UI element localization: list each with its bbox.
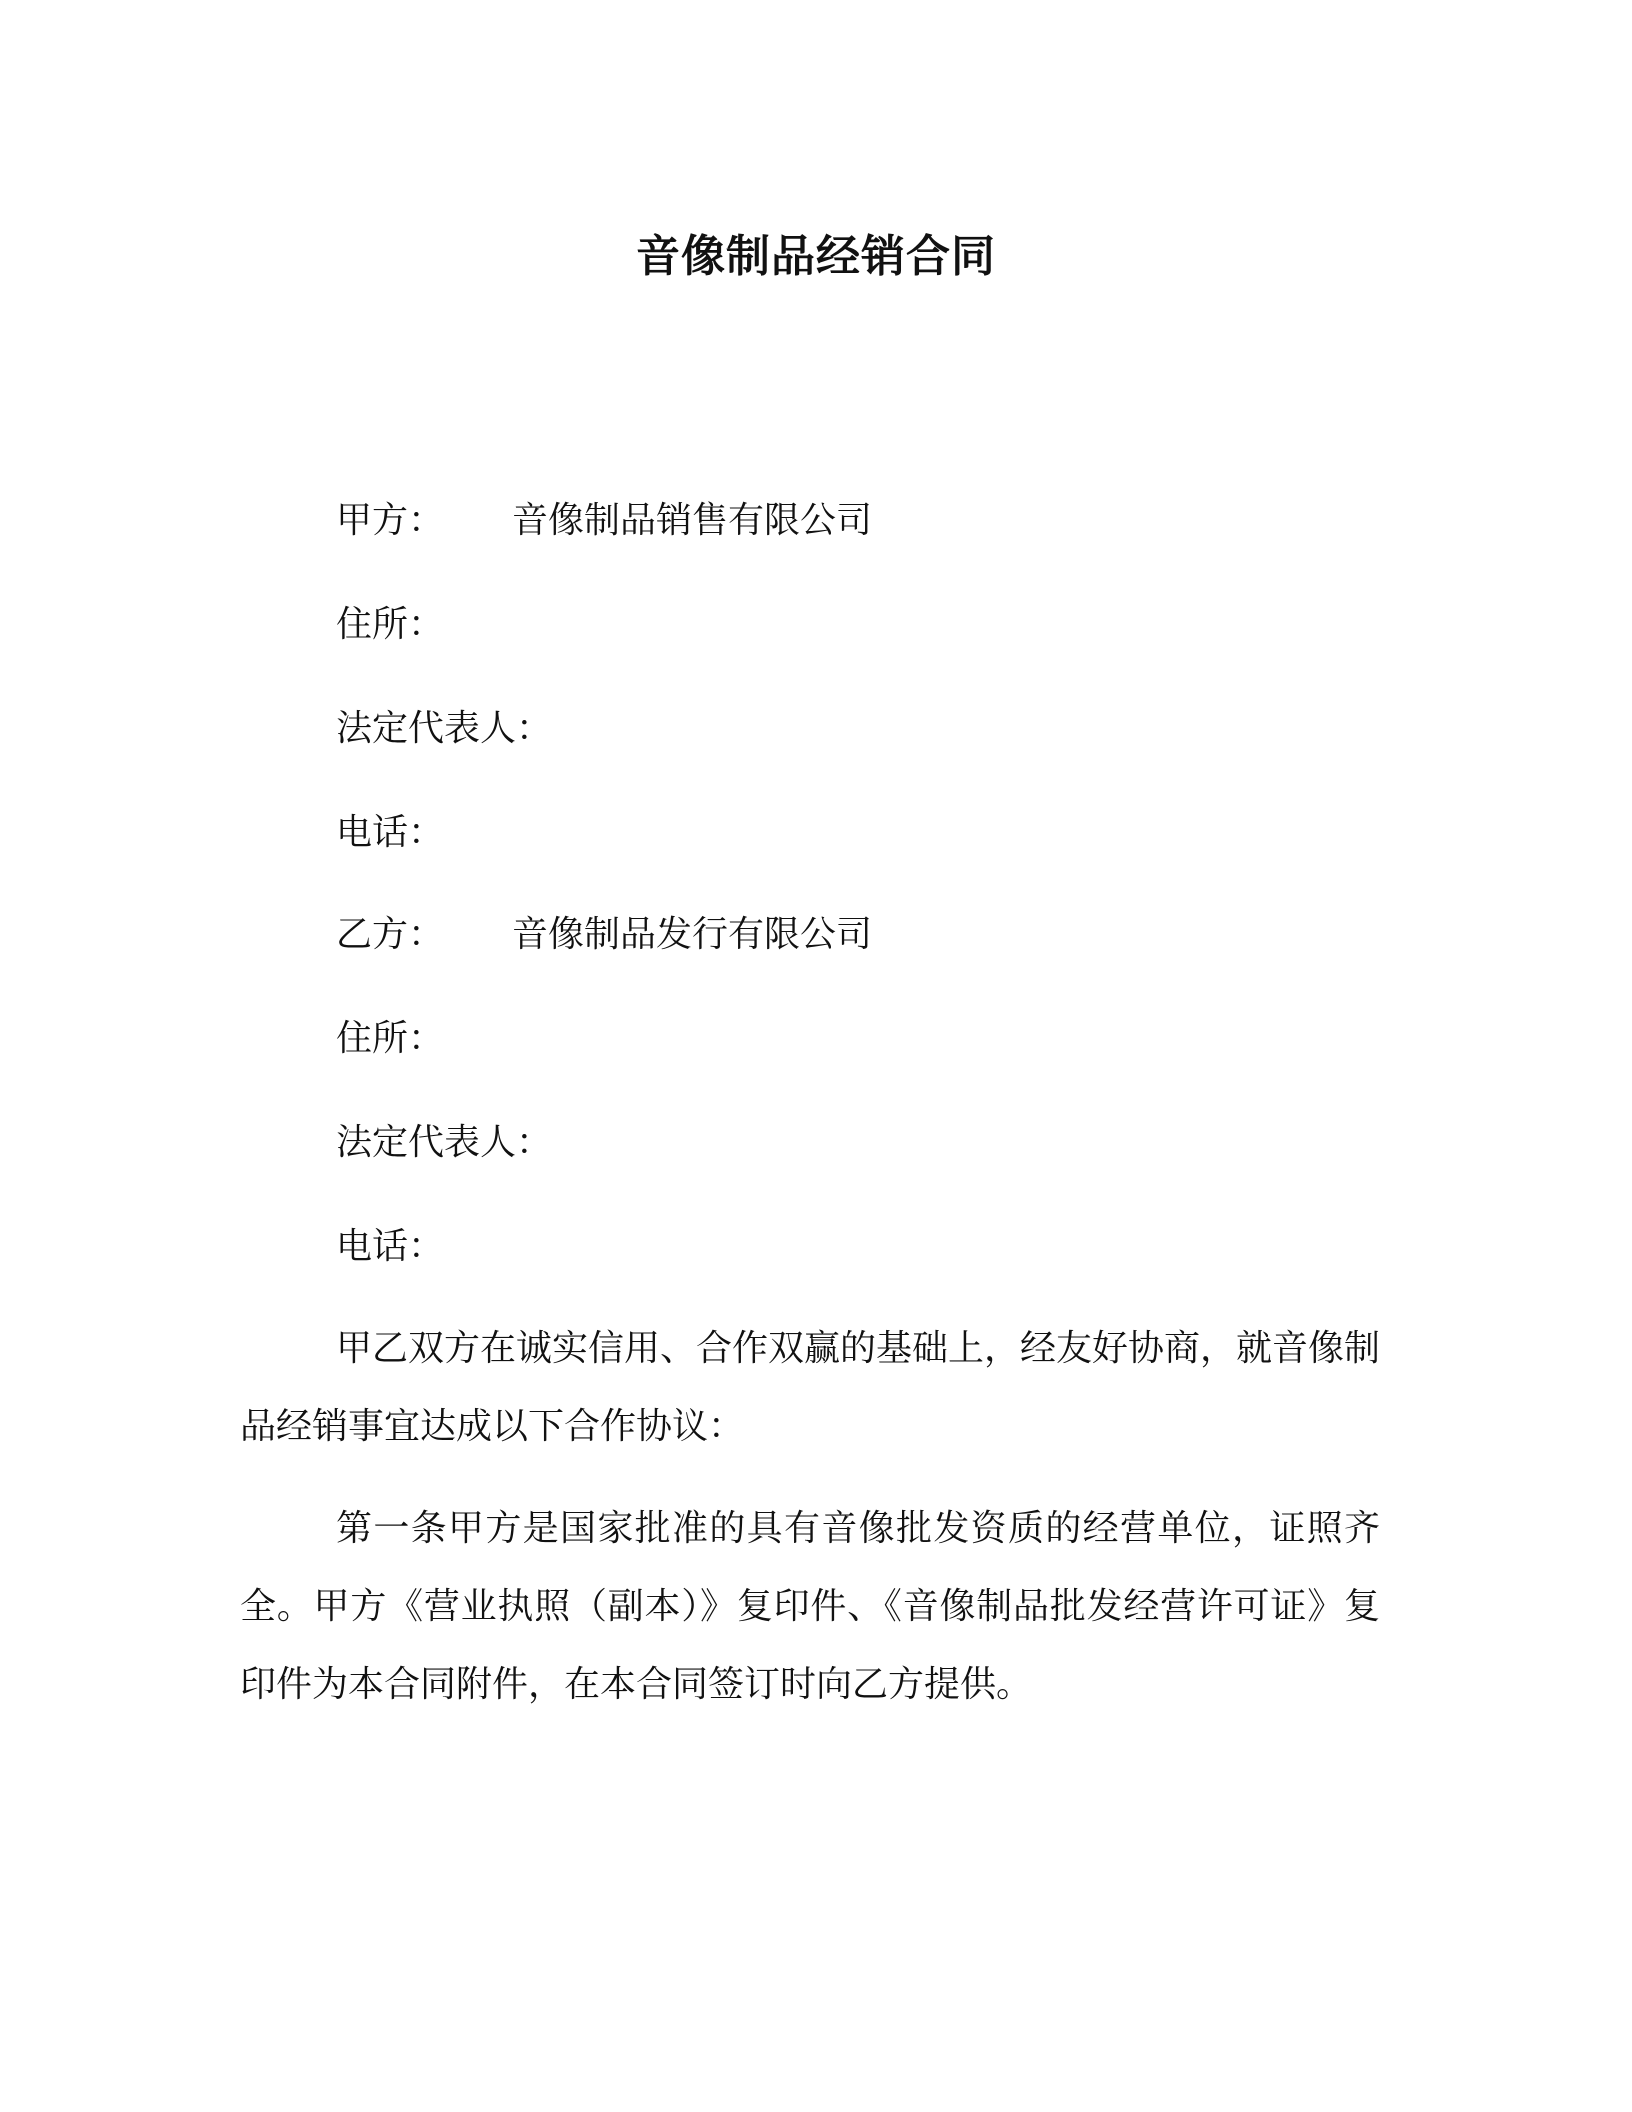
party-b-line xyxy=(336,910,873,960)
party-a-address-label: 住所： xyxy=(336,604,445,645)
party-a-line xyxy=(336,496,873,546)
party-b-label: 乙方： xyxy=(336,914,445,955)
party-b-phone-label: 电话： xyxy=(336,1226,445,1267)
party-b-name: 音像制品发行有限公司 xyxy=(512,914,873,955)
party-b-rep-label: 法定代表人： xyxy=(336,1122,553,1163)
party-b-representative xyxy=(336,1118,552,1168)
contract-title: 音像制品经销合同 xyxy=(636,231,996,282)
party-b-address xyxy=(336,1014,444,1064)
party-a-representative xyxy=(336,704,552,754)
party-a-phone-label: 电话： xyxy=(336,812,445,853)
party-a-address xyxy=(336,600,444,650)
party-a-phone xyxy=(336,808,444,858)
party-a-name: 音像制品销售有限公司 xyxy=(512,500,873,541)
article-one-paragraph: 第一条甲方是国家批准的具有音像批发资质的经营单位，证照齐全。甲方《营业执照（副本）》复印件、《音像制品批发经营许可证》复印件为本合同附件，在本合同签订时向乙方提供。 xyxy=(240,1508,1380,1705)
party-b-phone xyxy=(336,1222,444,1272)
party-a-label: 甲方： xyxy=(336,500,445,541)
party-a-rep-label: 法定代表人： xyxy=(336,708,553,749)
intro-paragraph: 甲乙双方在诚实信用、合作双赢的基础上，经友好协商，就音像制品经销事宜达成以下合作协议： xyxy=(240,1328,1381,1447)
party-b-address-label: 住所： xyxy=(336,1018,445,1059)
